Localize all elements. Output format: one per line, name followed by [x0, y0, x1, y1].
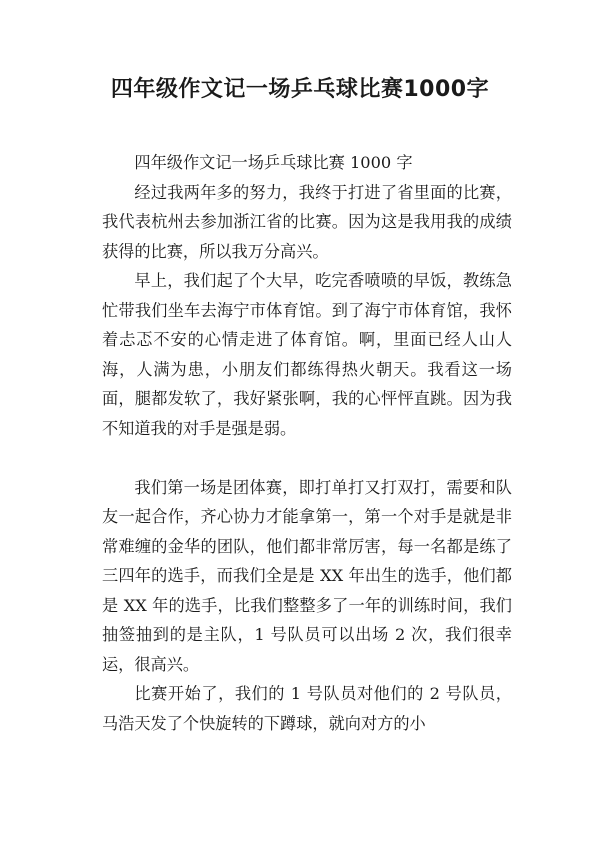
paragraph: 早上，我们起了个大早，吃完香喷喷的早饭，教练急忙带我们坐车去海宁市体育馆。到了海宁市体育馆，我怀着忐忑不安的心情走进了体育馆。啊，里面已经人山人海，人满为患，小朋友们都练得热火朝天。我看这一场面，腿都发软了，我好紧张啊，我的心怦怦直跳。因为我不知道我的对手是强是弱。 [102, 271, 512, 438]
paragraph: 比赛开始了，我们的 1 号队员对他们的 2 号队员，马浩天发了个快旋转的下蹲球，就向对方的小 [102, 684, 512, 733]
paragraph-subtitle: 四年级作文记一场乒乓球比赛 1000 字 [134, 153, 413, 172]
paragraph: 经过我两年多的努力，我终于打进了省里面的比赛，我代表杭州去参加浙江省的比赛。因为这是我用我的成绩获得的比赛，所以我万分高兴。 [102, 182, 512, 261]
paragraph: 我们第一场是团体赛，即打单打又打双打，需要和队友一起合作，齐心协力才能拿第一，第一个对手是就是非常难缠的金华的团队，他们都非常厉害，每一名都是练了三四年的选手，而我们全是是 XX 年出生的选手，他们都是 XX 年的选手，比我们整整多了一年的训练时间，我们抽签抽到的是主队，1 号队员可以出场 2 次，我们很幸运，很高兴。 [102, 477, 512, 674]
article-body [102, 148, 512, 738]
page-title: 四年级作文记一场乒乓球比赛1000字 [110, 77, 490, 102]
